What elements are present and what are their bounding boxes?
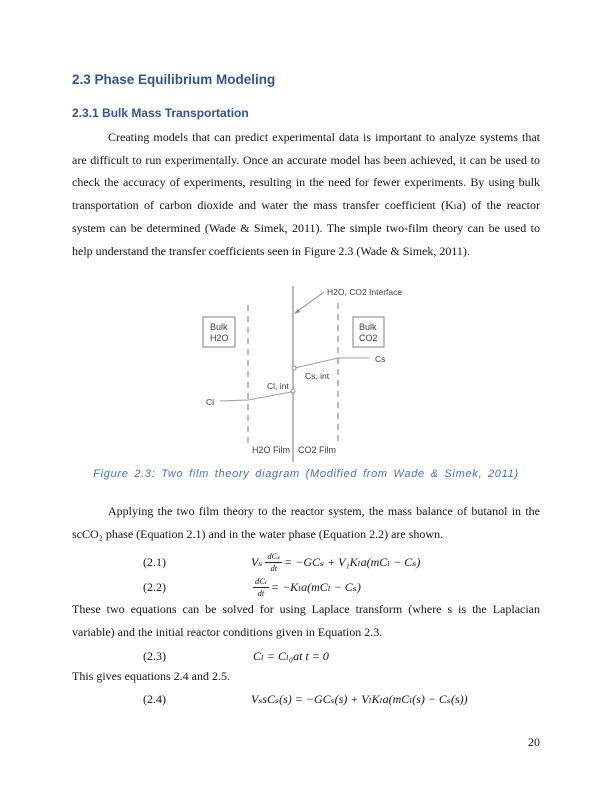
cs-label: Cs bbox=[375, 354, 386, 364]
cl-label: Cl bbox=[206, 397, 215, 407]
interface-label-leader-line bbox=[295, 292, 324, 313]
cl-int-label: Cl, int bbox=[267, 381, 289, 391]
equation-2-4-number: (2.4) bbox=[143, 691, 166, 706]
paragraph-gives-equations: This gives equations 2.4 and 2.5. bbox=[72, 669, 230, 683]
two-film-theory-figure bbox=[170, 280, 420, 472]
h2o-film-label: H2O Film bbox=[252, 445, 290, 455]
equation-2-2-fraction bbox=[253, 576, 269, 598]
interface-label: H2O, CO2 Interface bbox=[327, 287, 403, 297]
equation-2-2-frac-denominator: dt bbox=[257, 588, 265, 598]
paragraph-bulk-mass-transport: Creating models that can predict experimental data is important to analyze systems that are difficult to run experimentally. Once an accurate model has been achieved, it can be used to check the accuracy of experiments, resulting in the need for fewer experiments. By using bulk transportation of carbon dioxide and water the mass transfer coefficient (Kₗa) of the reactor system can be determined (Wade & Simek, 2011). The simple two-film theory can be used to help understand the transfer coefficients seen in Figure 2.3 (Wade & Simek, 2011). bbox=[72, 130, 540, 258]
cl-int-point-marker bbox=[291, 389, 295, 393]
equation-2-1-frac-denominator: dt bbox=[270, 563, 278, 573]
equation-2-1-frac-numerator: dCₛ bbox=[267, 551, 281, 561]
equation-2-1-row bbox=[72, 549, 540, 575]
bulk-co2-label-line2: CO2 bbox=[359, 333, 378, 343]
figure-caption: Figure 2.3: Two film theory diagram (Modified from Wade & Simek, 2011) bbox=[93, 468, 519, 480]
equation-2-4-row bbox=[72, 686, 540, 712]
equation-2-2-number: (2.2) bbox=[143, 579, 166, 594]
equation-2-3-number: (2.3) bbox=[143, 648, 166, 663]
section-heading: 2.3 Phase Equilibrium Modeling bbox=[72, 72, 276, 87]
equation-2-2-rhs: = −Kₗa(mCₗ − Cₛ) bbox=[270, 579, 361, 594]
paragraph-laplace: These two equations can be solved for using Laplace transform (where s is the Laplacian variable) and the initial reactor conditions given in Equation 2.3. bbox=[72, 602, 540, 639]
two-film-diagram-svg bbox=[170, 280, 420, 472]
equation-2-1-number: (2.1) bbox=[143, 554, 166, 569]
equation-2-4-body: VₛsCₛ(s) = −GCₛ(s) + VₗKₗa(mCₗ(s) − Cₛ(s)) bbox=[251, 691, 468, 706]
cs-int-point-marker bbox=[292, 366, 296, 370]
cl-concentration-profile-line bbox=[220, 392, 291, 401]
equation-2-2-row bbox=[72, 574, 540, 600]
equation-2-2-frac-numerator: dCₗ bbox=[255, 576, 267, 586]
subsection-heading: 2.3.1 Bulk Mass Transportation bbox=[72, 106, 249, 120]
equation-2-1-fraction bbox=[265, 551, 282, 573]
bulk-co2-label-line1: Bulk bbox=[359, 322, 377, 332]
cs-int-label: Cs, int bbox=[305, 371, 330, 381]
equation-2-2-body bbox=[251, 576, 361, 598]
bulk-h2o-label-line2: H2O bbox=[210, 333, 229, 343]
co2-film-label: CO2 Film bbox=[298, 445, 336, 455]
equation-2-1-lhs: Vₛ bbox=[251, 554, 263, 569]
equation-2-3-body: Cₗ = Cₗ₀at t = 0 bbox=[253, 648, 329, 663]
page-number: 20 bbox=[528, 735, 540, 749]
equation-2-1-rhs: = −GCₛ + V₁Kₗa(mCₗ − Cₛ) bbox=[284, 554, 421, 569]
bulk-h2o-label-line1: Bulk bbox=[210, 322, 228, 332]
paragraph-mass-balance: Applying the two film theory to the reactor system, the mass balance of butanol in the scCO₂ phase (Equation 2.1) and in the water phase (Equation 2.2) are shown. bbox=[72, 504, 540, 541]
cs-concentration-profile-line bbox=[295, 358, 369, 368]
equation-2-1-body bbox=[251, 551, 420, 573]
